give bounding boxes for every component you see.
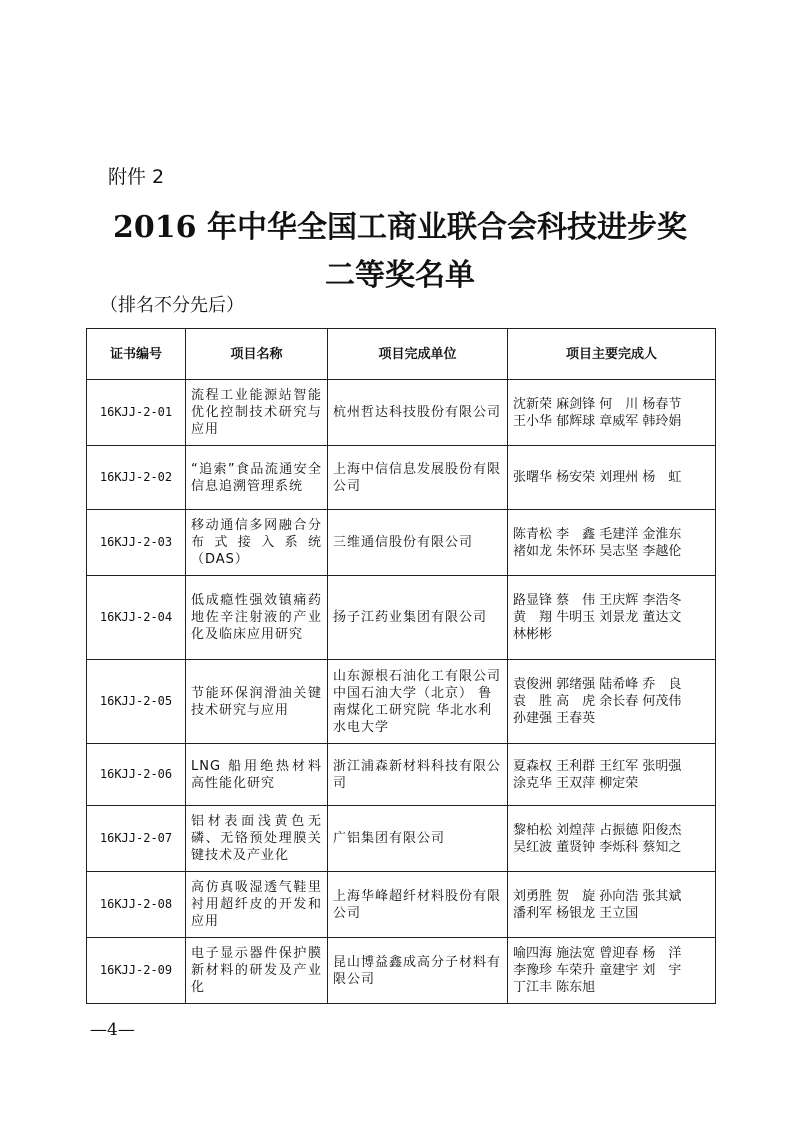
contributors-line: 喻四海 施法宽 曾迎春 杨 洋: [513, 946, 682, 961]
main-contributors: [508, 576, 716, 660]
main-contributors: [508, 660, 716, 744]
cert-number: 16KJJ-2-07: [87, 806, 186, 872]
cert-number: 16KJJ-2-03: [87, 510, 186, 576]
cert-number: 16KJJ-2-05: [87, 660, 186, 744]
project-name: 节能环保润滑油关键技术研究与应用: [186, 660, 328, 744]
project-name: 铝材表面浅黄色无磷、无铬预处理膜关键技术及产业化: [186, 806, 328, 872]
page-number: —4—: [90, 1020, 135, 1040]
completion-unit: 上海华峰超纤材料股份有限公司: [328, 872, 508, 938]
contributors-line: 吴红波 董贤钟 李烁科 蔡知之: [513, 839, 682, 855]
column-header-cert: 证书编号: [87, 329, 186, 380]
table-row: [87, 938, 716, 1004]
contributors-line: 张曙华 杨安荣 刘理州 杨 虹: [513, 470, 682, 485]
table-row: [87, 660, 716, 744]
contributors-line: 潘利军 杨银龙 王立国: [513, 905, 639, 921]
table-row: [87, 576, 716, 660]
project-name: “追索”食品流通安全信息追溯管理系统: [186, 446, 328, 510]
table-row: [87, 510, 716, 576]
contributors-line: 林彬彬: [513, 627, 553, 642]
contributors-line: 王小华 郁辉球 章威军 韩玲娟: [513, 413, 682, 429]
main-contributors: [508, 938, 716, 1004]
contributors-line: 沈新荣 麻剑锋 何 川 杨春节: [513, 396, 682, 412]
contributors-line: 褚如龙 朱怀环 吴志坚 李越伦: [513, 543, 682, 559]
cert-number: 16KJJ-2-09: [87, 938, 186, 1004]
column-header-name: 项目名称: [186, 329, 328, 380]
project-name: LNG 船用绝热材料高性能化研究: [186, 744, 328, 806]
main-contributors: [508, 872, 716, 938]
completion-unit: 杭州哲达科技股份有限公司: [328, 380, 508, 446]
contributors-line: 袁俊洲 郭绪强 陆希峰 乔 良: [513, 677, 682, 692]
project-name: 移动通信多网融合分布式接入系统（DAS）: [186, 510, 328, 576]
contributors-line: 黄 翔 牛明玉 刘景龙 董达文: [513, 610, 682, 625]
project-name: 高仿真吸湿透气鞋里衬用超纤皮的开发和应用: [186, 872, 328, 938]
cert-number: 16KJJ-2-06: [87, 744, 186, 806]
contributors-line: 夏森权 王利群 王红军 张明强: [513, 758, 682, 774]
cert-number: 16KJJ-2-01: [87, 380, 186, 446]
contributors-line: 路显锋 蔡 伟 王庆辉 李浩冬: [513, 593, 682, 608]
contributors-line: 陈青松 李 鑫 毛建洋 金淮东: [513, 526, 682, 542]
cert-number: 16KJJ-2-08: [87, 872, 186, 938]
table-row: [87, 744, 716, 806]
main-contributors: [508, 446, 716, 510]
awards-table: [86, 328, 716, 1004]
main-contributors: [508, 380, 716, 446]
ranking-note: （排名不分先后）: [100, 295, 244, 316]
project-name: 低成瘾性强效镇痛药地佐辛注射液的产业化及临床应用研究: [186, 576, 328, 660]
completion-unit: 三维通信股份有限公司: [328, 510, 508, 576]
main-contributors: [508, 744, 716, 806]
contributors-line: 丁江丰 陈东旭: [513, 980, 596, 995]
contributors-line: 袁 胜 高 虎 余长春 何茂伟: [513, 694, 682, 709]
column-header-people: 项目主要完成人: [508, 329, 716, 380]
table-row: [87, 872, 716, 938]
table-row: [87, 806, 716, 872]
table-header-row: [87, 329, 716, 380]
completion-unit: 昆山博益鑫成高分子材料有限公司: [328, 938, 508, 1004]
table-row: [87, 446, 716, 510]
completion-unit: 广铝集团有限公司: [328, 806, 508, 872]
contributors-line: 李豫珍 车荣升 童建宇 刘 宇: [513, 963, 682, 978]
cert-number: 16KJJ-2-02: [87, 446, 186, 510]
project-name: 流程工业能源站智能优化控制技术研究与应用: [186, 380, 328, 446]
contributors-line: 黎柏松 刘煌萍 占振德 阳俊杰: [513, 822, 682, 838]
contributors-line: 孙建强 王春英: [513, 711, 596, 726]
main-contributors: [508, 806, 716, 872]
project-name: 电子显示器件保护膜新材料的研发及产业化: [186, 938, 328, 1004]
completion-unit: 扬子江药业集团有限公司: [328, 576, 508, 660]
completion-unit: 山东源根石油化工有限公司 中国石油大学（北京） 鲁南煤化工研究院 华北水利水电大学: [328, 660, 508, 744]
main-contributors: [508, 510, 716, 576]
table-row: [87, 380, 716, 446]
completion-unit: 上海中信信息发展股份有限公司: [328, 446, 508, 510]
contributors-line: 刘勇胜 贺 旋 孙向浩 张其斌: [513, 888, 682, 904]
completion-unit: 浙江浦森新材料科技有限公司: [328, 744, 508, 806]
column-header-unit: 项目完成单位: [328, 329, 508, 380]
contributors-line: 涂克华 王双萍 柳定荣: [513, 775, 639, 791]
attachment-label: 附件 2: [108, 166, 165, 188]
document-subtitle-title: 二等奖名单: [325, 258, 475, 293]
cert-number: 16KJJ-2-04: [87, 576, 186, 660]
document-title: 2016 年中华全国工商业联合会科技进步奖: [113, 210, 687, 245]
